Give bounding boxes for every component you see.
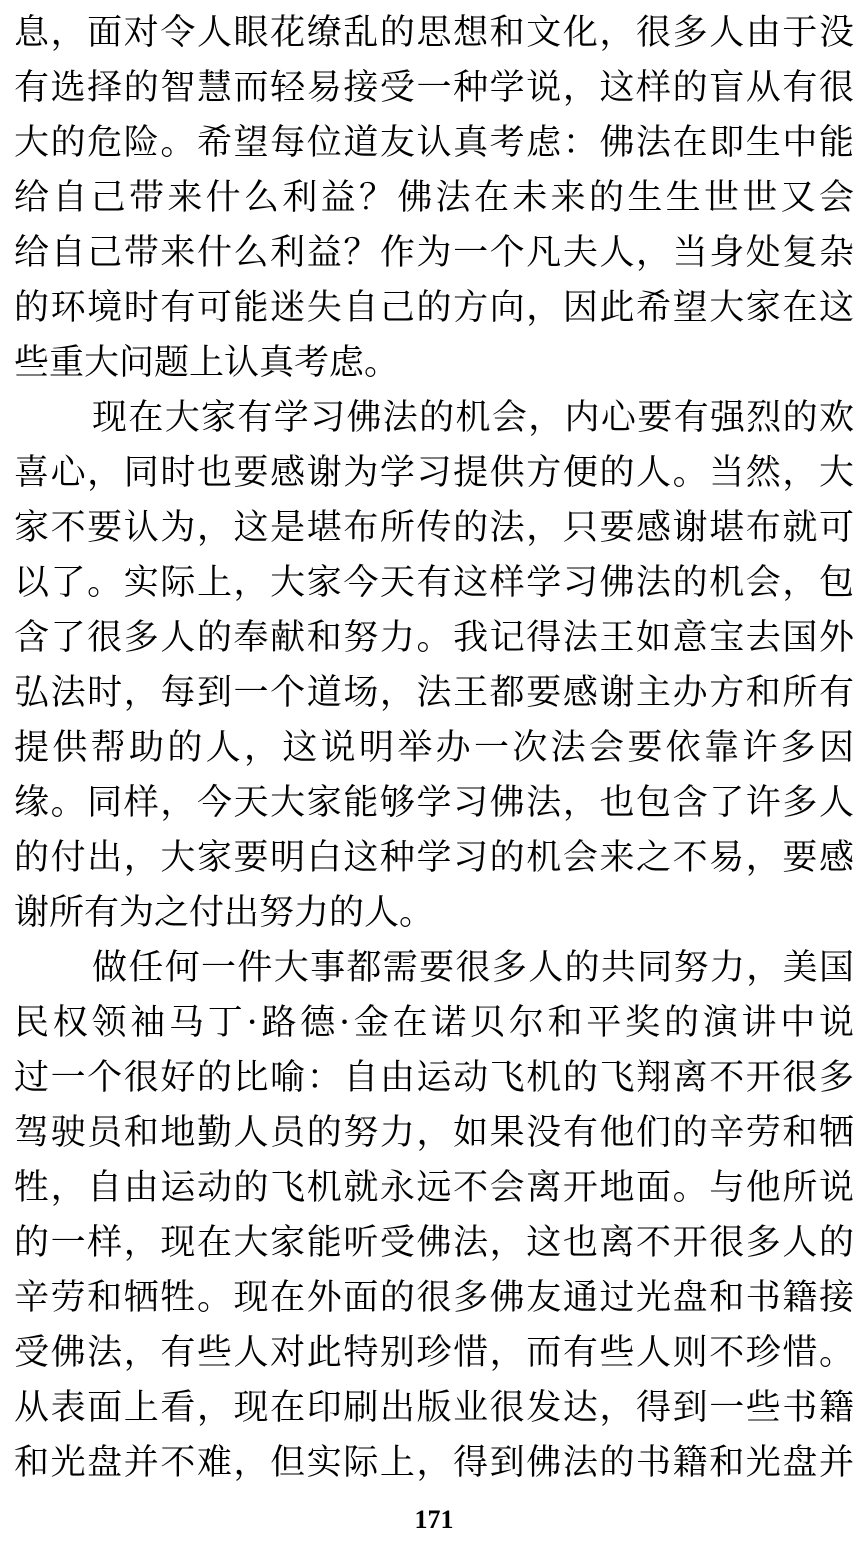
text-line: 含了很多人的奉献和努力。我记得法王如意宝去国外 — [14, 618, 854, 658]
text-line: 的一样，现在大家能听受佛法，这也离不开很多人的 — [14, 1223, 854, 1263]
text-line: 驾驶员和地勤人员的努力，如果没有他们的辛劳和牺 — [14, 1113, 854, 1153]
text-line: 缘。同样，今天大家能够学习佛法，也包含了许多人 — [14, 783, 854, 823]
text-line: 以了。实际上，大家今天有这样学习佛法的机会，包 — [14, 563, 854, 603]
text-line: 从表面上看，现在印刷出版业很发达，得到一些书籍 — [14, 1388, 854, 1428]
text-line: 做任何一件大事都需要很多人的共同努力，美国 — [92, 948, 854, 988]
text-line: 过一个很好的比喻：自由运动飞机的飞翔离不开很多 — [14, 1058, 854, 1098]
text-line: 和光盘并不难，但实际上，得到佛法的书籍和光盘并 — [14, 1443, 854, 1483]
text-line: 息，面对令人眼花缭乱的思想和文化，很多人由于没 — [14, 13, 854, 53]
text-line: 牲，自由运动的飞机就永远不会离开地面。与他所说 — [14, 1168, 854, 1208]
text-line: 有选择的智慧而轻易接受一种学说，这样的盲从有很 — [14, 68, 854, 108]
text-line: 给自己带来什么利益？作为一个凡夫人，当身处复杂 — [14, 233, 854, 273]
page-number: 171 — [414, 1505, 454, 1534]
text-line: 辛劳和牺牲。现在外面的很多佛友通过光盘和书籍接 — [14, 1278, 854, 1318]
text-line: 的环境时有可能迷失自己的方向，因此希望大家在这 — [14, 288, 854, 328]
page-body — [14, 6, 854, 1491]
text-line: 提供帮助的人，这说明举办一次法会要依靠许多因 — [14, 728, 854, 768]
text-line: 弘法时，每到一个道场，法王都要感谢主办方和所有 — [14, 673, 854, 713]
text-line: 喜心，同时也要感谢为学习提供方便的人。当然，大 — [14, 453, 854, 493]
paragraph-2 — [14, 391, 854, 941]
text-line: 受佛法，有些人对此特别珍惜，而有些人则不珍惜。 — [14, 1333, 854, 1373]
text-line: 民权领袖马丁·路德·金在诺贝尔和平奖的演讲中说 — [14, 1003, 854, 1043]
text-line: 的付出，大家要明白这种学习的机会来之不易，要感 — [14, 838, 854, 878]
text-line: 现在大家有学习佛法的机会，内心要有强烈的欢 — [92, 398, 854, 438]
text-line: 家不要认为，这是堪布所传的法，只要感谢堪布就可 — [14, 508, 854, 548]
text-line: 大的危险。希望每位道友认真考虑：佛法在即生中能 — [14, 123, 854, 163]
text-line: 些重大问题上认真考虑。 — [14, 343, 400, 383]
text-line: 谢所有为之付出努力的人。 — [14, 893, 435, 933]
text-line: 给自己带来什么利益？佛法在未来的生生世世又会 — [14, 178, 854, 218]
paragraph-1 — [14, 6, 854, 391]
paragraph-3 — [14, 941, 854, 1491]
